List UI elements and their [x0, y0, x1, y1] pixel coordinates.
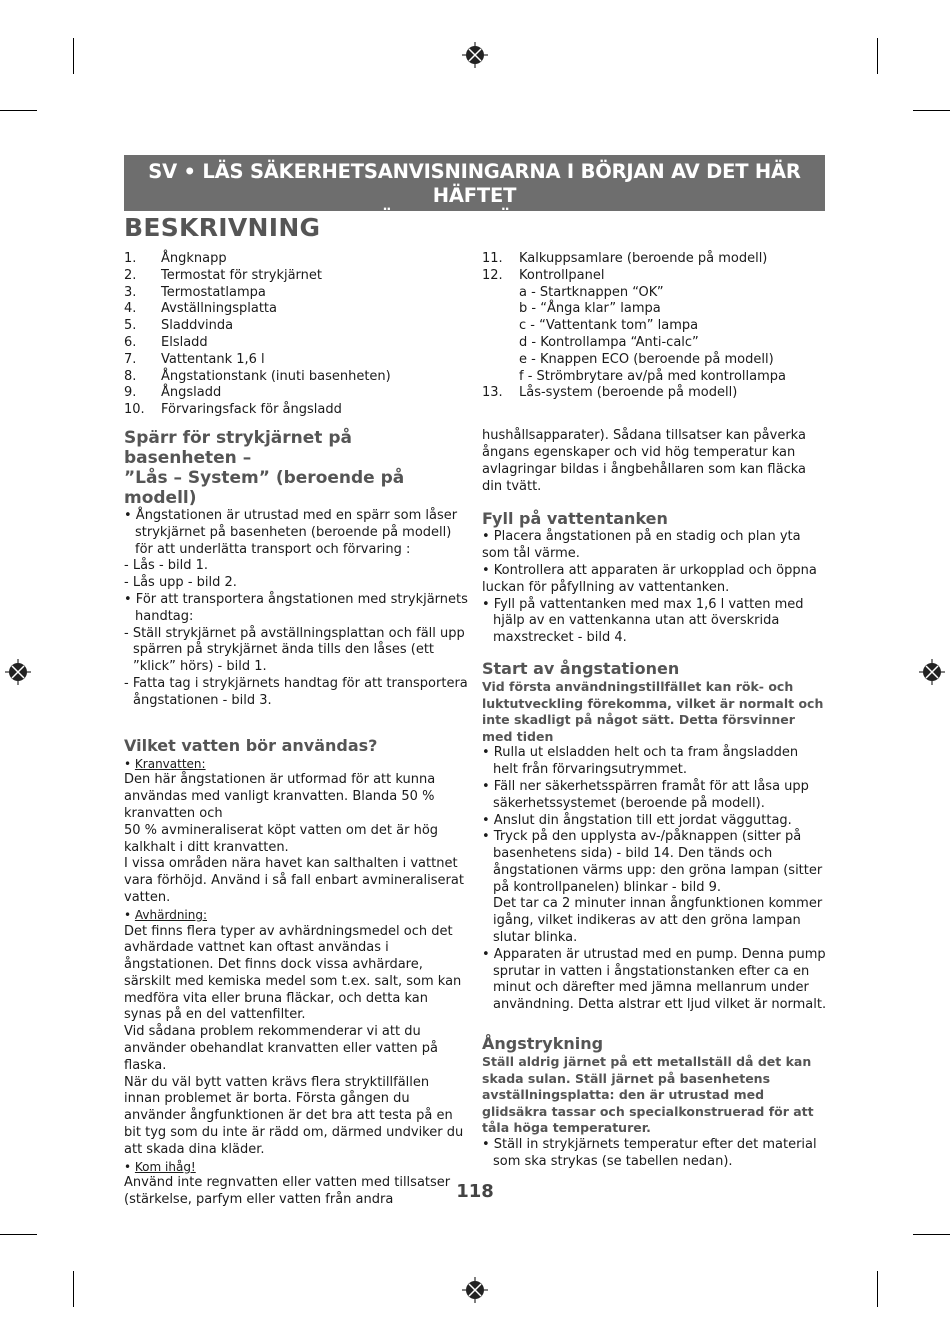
- lock-bullet: • Ångstationen är utrustad med en spärr som låser strykjärnet på basenheten (beroende på modell) för att underlätta transport och förvaring :: [124, 507, 458, 557]
- crop-mark: [913, 1234, 950, 1235]
- start-bullet: • Anslut din ångstation till ett jordat vägguttag.: [482, 812, 792, 828]
- ironing-heading: Ångstrykning: [482, 1034, 604, 1054]
- sub-item: d - Kontrollampa “Anti-calc”: [519, 334, 699, 350]
- paragraph: I vissa områden nära havet kan salthalten i vattnet vara förhöjd. Använd i så fall enbart avmineraliserat vatten.: [124, 856, 464, 905]
- list-item: 5. Sladdvinda: [124, 318, 234, 334]
- sub-item: f - Strömbrytare av/på med kontrollampa: [519, 368, 786, 384]
- lock-step: - Lås upp - bild 2.: [124, 575, 237, 591]
- sub-item: a - Startknappen “OK”: [519, 284, 664, 300]
- start-bullet: • Tryck på den upplysta av-/påknappen (sitter på basenhetens sida) - bild 14. Den tänds och ångstationen värms upp: den gröna lampan (sitter på kontrollpanelen) blinkar - bild 9.: [482, 829, 823, 895]
- paragraph: Det finns flera typer av avhärdningsmedel och det avhärdade vattnet kan oftast användas i ångstationen. Det finns dock vissa avhärdare, särskilt med kemiska medel som t.ex. salt, som kan medföra vita eller bruna fläckar, och detta kan synas på en del vattenfilter.: [124, 923, 462, 1023]
- registration-mark-icon: [462, 42, 488, 68]
- registration-mark-icon: [5, 659, 31, 685]
- crop-mark: [0, 1234, 37, 1235]
- crop-mark: [0, 110, 37, 111]
- paragraph: Vid sådana problem rekommenderar vi att du använder obehandlat kranvatten eller vatten på flaska.: [124, 1024, 438, 1073]
- parts-list-right: [482, 251, 827, 402]
- start-warning: Vid första användningstillfället kan rök- och luktutveckling förekomma, vilket är normalt och inte skadligt på något sätt. Detta försvinner med tiden: [482, 678, 824, 744]
- crop-mark: [877, 38, 878, 74]
- remember-label: • Kom ihåg!: [124, 1159, 196, 1174]
- list-item: 12. Kontrollpanel: [482, 267, 605, 283]
- list-item: 13. Lås-system (beroende på modell): [482, 385, 738, 401]
- crop-mark: [73, 38, 74, 74]
- start-heading: Start av ångstationen: [482, 658, 680, 678]
- lock-heading-line-2: ”Lås – System” (beroende på modell): [124, 467, 405, 508]
- ironing-warning: Ställ aldrig järnet på ett metallställ då det kan skada sulan. Ställ järnet på basenhetens avställningsplatta: den är utrustad med glidsäkra tassar och specialkonstruerad för att tåla höga temperaturer.: [482, 1054, 814, 1136]
- start-bullet-continued: Det tar ca 2 minuter innan ångfunktionen kommer igång, vilket indikeras av att den gröna lampan slutar blinka.: [493, 896, 823, 946]
- sub-item: e - Knappen ECO (beroende på modell): [519, 351, 774, 367]
- banner-line-1: SV • LÄS SÄKERHETSANVISNINGARNA I BÖRJAN AV DET HÄR HÄFTET: [148, 160, 801, 207]
- softening-label: • Avhärdning:: [124, 907, 208, 922]
- list-item: 1. Ångknapp: [124, 251, 227, 266]
- list-item: 8. Ångstationstank (inuti basenheten): [124, 368, 391, 384]
- list-item: 10. Förvaringsfack för ångsladd: [124, 402, 342, 418]
- fill-bullet: • Kontrollera att apparaten är urkopplad och öppna luckan för påfyllning av vattentanken.: [482, 562, 817, 595]
- right-column: [482, 251, 827, 1171]
- list-item: 6. Elsladd: [124, 334, 208, 350]
- paragraph: När du väl bytt vatten krävs flera stryktillfällen innan problemet är borta. Första gången du använder ångfunktionen är det bra att testa på en bit tyg som du inte är rädd om, därmed undviker du att skada dina kläder.: [124, 1074, 464, 1157]
- list-item: 3. Termostatlampa: [124, 284, 266, 300]
- start-bullet: • Fäll ner säkerhetsspärren framåt för att låsa upp säkerhetssystemet (beroende på modell).: [482, 778, 809, 811]
- lock-step: - Ställ strykjärnet på avställningsplattan och fäll upp spärren på strykjärnet ända tills den låses (ett ”klick” hörs) - bild 1.: [124, 625, 465, 675]
- list-item: 11. Kalkuppsamlare (beroende på modell): [482, 251, 768, 266]
- crop-mark: [877, 1271, 878, 1307]
- paragraph: Använd inte regnvatten eller vatten med tillsatser (stärkelse, parfym eller vatten från andra: [124, 1175, 451, 1208]
- fill-heading: Fyll på vattentanken: [482, 509, 668, 529]
- lock-step: - Fatta tag i strykjärnets handtag för att transportera ångstationen - bild 3.: [124, 675, 468, 708]
- crop-mark: [913, 110, 950, 111]
- lock-heading-line-1: Spärr för strykjärnet på basenheten –: [124, 427, 352, 468]
- page-title: BESKRIVNING: [124, 213, 321, 242]
- water-heading: Vilket vatten bör användas?: [124, 735, 378, 755]
- paragraph: Den här ångstationen är utformad för att kunna användas med vanligt kranvatten. Blanda 50 % kranvatten och: [124, 772, 436, 821]
- start-bullet: • Apparaten är utrustad med en pump. Denna pump sprutar in vatten i ångstationstanken efter ca en minut och därefter med jämna mellanrum under användning. Detta alstrar ett ljud vilket är normalt.: [482, 946, 827, 1013]
- left-column: [124, 251, 469, 1209]
- parts-list-left: [124, 251, 469, 419]
- list-item: 2. Termostat för strykjärnet: [124, 267, 323, 283]
- banner-line-2: INNAN DU BÖRJAR ANVÄNDA APPARATEN.: [248, 208, 701, 231]
- fill-bullet: • Placera ångstationen på en stadig och plan yta som tål värme.: [482, 529, 801, 562]
- fill-bullet: • Fyll på vattentanken med max 1,6 l vatten med hjälp av en vattenkanna utan att överskrida maxstrecket - bild 4.: [482, 596, 804, 646]
- paragraph: 50 % avmineraliserat köpt vatten om det är hög kalkhalt i ditt kranvatten.: [124, 822, 439, 855]
- start-bullet: • Rulla ut elsladden helt och ta fram ångsladden helt från förvaringsutrymmet.: [482, 745, 799, 778]
- crop-mark: [73, 1271, 74, 1307]
- paragraph: hushållsapparater). Sådana tillsatser kan påverka ångans egenskaper och vid hög temperatur kan avlagringar bildas i ångbehållaren som kan fläcka din tvätt.: [482, 428, 806, 494]
- registration-mark-icon: [919, 659, 945, 685]
- ironing-bullet: • Ställ in strykjärnets temperatur efter det material som ska strykas (se tabellen nedan).: [482, 1137, 817, 1169]
- sub-item: c - “Vattentank tom” lampa: [519, 318, 699, 334]
- registration-mark-icon: [462, 1277, 488, 1303]
- tap-water-label: • Kranvatten:: [124, 756, 206, 771]
- list-item: 9. Ångsladd: [124, 385, 222, 401]
- lock-bullet: • För att transportera ångstationen med strykjärnets handtag:: [124, 591, 468, 624]
- lock-step: - Lås - bild 1.: [124, 558, 209, 574]
- page-number: 118: [456, 1181, 494, 1202]
- sub-item: b - “Ånga klar” lampa: [519, 301, 661, 317]
- list-item: 4. Avställningsplatta: [124, 301, 277, 317]
- list-item: 7. Vattentank 1,6 l: [124, 351, 265, 367]
